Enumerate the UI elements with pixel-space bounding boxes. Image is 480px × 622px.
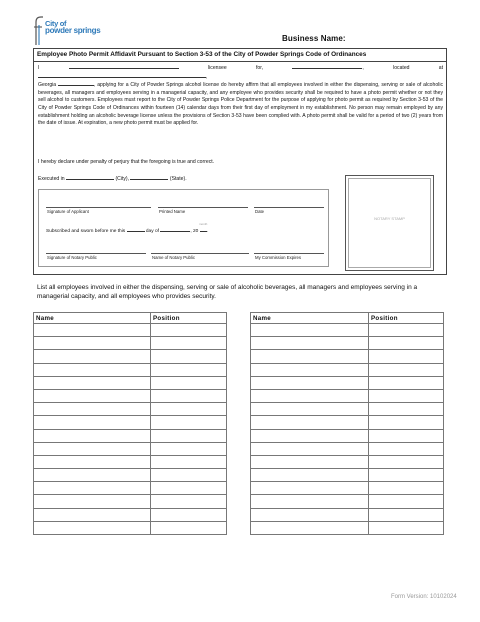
printed-name-label: Printed Name (159, 209, 186, 214)
notary-signature-line[interactable] (46, 253, 146, 254)
sworn-year-prefix: , 20 (190, 229, 199, 234)
executed-line (38, 175, 187, 182)
table-row (34, 508, 227, 521)
logo-line-2: powder springs (45, 26, 101, 35)
employee-position-cell-left[interactable] (151, 337, 227, 350)
table-row (34, 469, 227, 482)
employee-list-instructions: List all employees involved in either the dispensing, serving or sale of alcoholic beverages, all managers and employees serving in a managerial capacity, and all employees who provides security. (37, 284, 418, 301)
employee-name-cell-left[interactable] (34, 416, 151, 429)
table-row (251, 350, 444, 363)
employee-position-cell-right[interactable] (369, 455, 444, 468)
employee-name-cell-left[interactable] (34, 455, 151, 468)
date-line[interactable] (254, 207, 324, 208)
employee-position-cell-right[interactable] (369, 389, 444, 402)
zip-blank[interactable] (58, 81, 94, 86)
table-row (34, 389, 227, 402)
table-row (251, 521, 444, 534)
employee-name-cell-right[interactable] (251, 350, 369, 363)
employee-table-right (250, 312, 444, 535)
employee-name-cell-left[interactable] (34, 350, 151, 363)
table-row (251, 389, 444, 402)
notary-name-line[interactable] (151, 253, 249, 254)
table-row (34, 363, 227, 376)
employee-name-cell-left[interactable] (34, 469, 151, 482)
employee-position-cell-left[interactable] (151, 403, 227, 416)
employee-position-cell-left[interactable] (151, 324, 227, 337)
sworn-year-blank[interactable] (200, 227, 207, 232)
employee-position-cell-right[interactable] (369, 508, 444, 521)
sworn-label: Subscribed and sworn before me this (46, 229, 126, 234)
employee-position-cell-right[interactable] (369, 363, 444, 376)
table-row (251, 429, 444, 442)
notary-stamp-label: NOTARY STAMP (374, 216, 405, 221)
table-row (34, 376, 227, 389)
table-row (251, 324, 444, 337)
state-label: (State). (169, 176, 187, 182)
employee-table-left (33, 312, 227, 535)
applicant-signature-label: Signature of Applicant (47, 209, 89, 214)
employee-name-cell-right[interactable] (251, 508, 369, 521)
sworn-day-blank[interactable] (127, 227, 145, 232)
city-blank[interactable] (66, 175, 114, 180)
table-row (251, 416, 444, 429)
city-label: (City), (115, 176, 130, 182)
affidavit-text-located: , located at (362, 65, 444, 71)
employee-position-cell-left[interactable] (151, 376, 227, 389)
col-position-left: Position (151, 313, 227, 324)
printed-name-line[interactable] (158, 207, 248, 208)
affidavit-title-band (34, 49, 446, 62)
employee-name-cell-left[interactable] (34, 337, 151, 350)
employee-position-cell-right[interactable] (369, 469, 444, 482)
table-row (34, 495, 227, 508)
employee-name-cell-left[interactable] (34, 403, 151, 416)
city-logo (33, 16, 113, 46)
table-row (34, 350, 227, 363)
notary-stamp-inner (348, 178, 431, 268)
applicant-name-blank[interactable] (69, 64, 179, 69)
employee-name-cell-right[interactable] (251, 403, 369, 416)
table-row (34, 403, 227, 416)
employee-name-cell-right[interactable] (251, 495, 369, 508)
sworn-period: . (206, 229, 209, 234)
commission-line[interactable] (254, 253, 324, 254)
employee-name-cell-right[interactable] (251, 363, 369, 376)
affidavit-text-i: I (38, 65, 40, 71)
employee-position-cell-left[interactable] (151, 363, 227, 376)
col-name-right: Name (251, 313, 369, 324)
affidavit-title: Employee Photo Permit Affidavit Pursuant to Section 3-53 of the City of Powder Springs Code of Ordinances (37, 51, 367, 58)
employee-position-cell-right[interactable] (369, 350, 444, 363)
employee-position-cell-right[interactable] (369, 442, 444, 455)
employee-name-cell-left[interactable] (34, 495, 151, 508)
sworn-day-of: day of (145, 229, 159, 234)
employee-position-cell-right[interactable] (369, 429, 444, 442)
employee-position-cell-left[interactable] (151, 482, 227, 495)
employee-name-cell-right[interactable] (251, 337, 369, 350)
col-position-right: Position (369, 313, 444, 324)
employee-position-cell-right[interactable] (369, 337, 444, 350)
applicant-signature-line[interactable] (46, 207, 151, 208)
table-row (251, 455, 444, 468)
employee-name-cell-left[interactable] (34, 442, 151, 455)
employee-position-cell-left[interactable] (151, 429, 227, 442)
employee-name-cell-left[interactable] (34, 508, 151, 521)
affidavit-body: I licensee for, , located at , Georgia , applying for a City of Powder Springs alcohol license do hereby affirm that all employees involved in either the dispensing, serving or sale of alcoholic beverages, all managers and employees serving in a managerial capacity, and any employee who provides security shall be required to have a photo permit whether or not they sell alcohol to customers. Employees must report to the City of Powder Springs Police Department for the purpose of applying for photo permit as required by Section 3-53 of the City of Powder Springs Code of Ordinances within fourteen (14) calendar days from their first day of employment in my establishment. No person may remain employed by any establishment holding an alcoholic beverage license unless the provisions of Section 3-53 have been complied with. A photo permit shall be valid for a period of two (2) years from the date of issue. At expiration, a new photo permit must be applied for. (38, 65, 444, 127)
employee-name-cell-left[interactable] (34, 324, 151, 337)
employee-name-cell-left[interactable] (34, 389, 151, 402)
employee-name-cell-left[interactable] (34, 363, 151, 376)
employee-position-cell-left[interactable] (151, 389, 227, 402)
employee-name-cell-left[interactable] (34, 521, 151, 534)
employee-position-cell-left[interactable] (151, 455, 227, 468)
form-version: Form Version: 10102024 (391, 594, 457, 600)
employee-name-cell-right[interactable] (251, 324, 369, 337)
business-name-label: Business Name: (282, 34, 346, 43)
month-note: month (199, 222, 208, 226)
sworn-month-blank[interactable] (160, 227, 190, 232)
perjury-declaration: I hereby declare under penalty of perjury that the foregoing is true and correct. (38, 159, 215, 165)
employee-position-cell-right[interactable] (369, 416, 444, 429)
table-row (251, 376, 444, 389)
affidavit-text-licensee: licensee for, (208, 65, 264, 71)
employee-name-cell-left[interactable] (34, 429, 151, 442)
employee-position-cell-right[interactable] (369, 403, 444, 416)
table-row (34, 455, 227, 468)
table-row (34, 521, 227, 534)
sworn-statement (46, 227, 208, 234)
signature-area (38, 189, 329, 267)
notary-signature-label: Signature of Notary Public (47, 255, 97, 260)
employee-name-cell-right[interactable] (251, 429, 369, 442)
employee-position-cell-right[interactable] (369, 495, 444, 508)
logo-line-1: City of (45, 19, 67, 28)
employee-name-cell-right[interactable] (251, 469, 369, 482)
logo-mark-icon (33, 16, 44, 46)
table-row (251, 337, 444, 350)
table-row (251, 482, 444, 495)
affidavit-text-georgia: Georgia (38, 82, 57, 89)
affidavit-body-text: , applying for a City of Powder Springs alcohol license do hereby affirm that all employees involved in either the dispensing, serving or sale of alcoholic beverages, all managers and employees serving in a managerial capacity, and any employee who provides security shall be required to have a photo permit whether or not they sell alcohol to customers. Employees must report to the City of Powder Springs Police Department for the purpose of applying for photo permit as required by Section 3-53 of the City of Powder Springs Code of Ordinances within fourteen (14) calendar days from their first day of employment in my establishment. No person may remain employed by any establishment holding an alcoholic beverage license unless the provisions of Section 3-53 have been complied with. A photo permit shall be valid for a period of two (2) years from the date of issue. At expiration, a new photo permit must be applied for. (38, 82, 443, 127)
employee-name-cell-right[interactable] (251, 416, 369, 429)
address-blank[interactable] (38, 73, 206, 78)
employee-name-cell-left[interactable] (34, 376, 151, 389)
state-blank[interactable] (130, 175, 168, 180)
employee-position-cell-right[interactable] (369, 376, 444, 389)
table-row (34, 482, 227, 495)
date-label: Date (255, 209, 265, 214)
employee-position-cell-left[interactable] (151, 416, 227, 429)
commission-label: My Commission Expires (255, 255, 302, 260)
employee-position-cell-left[interactable] (151, 495, 227, 508)
employee-position-cell-left[interactable] (151, 350, 227, 363)
affidavit-section (33, 48, 447, 275)
col-name-left: Name (34, 313, 151, 324)
business-blank[interactable] (292, 64, 362, 69)
employee-position-cell-right[interactable] (369, 521, 444, 534)
employee-name-cell-right[interactable] (251, 455, 369, 468)
table-row (251, 442, 444, 455)
employee-name-cell-left[interactable] (34, 482, 151, 495)
table-row (34, 429, 227, 442)
table-row (251, 508, 444, 521)
employee-position-cell-right[interactable] (369, 324, 444, 337)
employee-position-cell-left[interactable] (151, 442, 227, 455)
table-row (251, 469, 444, 482)
employee-position-cell-left[interactable] (151, 469, 227, 482)
table-row (251, 495, 444, 508)
employee-name-cell-right[interactable] (251, 521, 369, 534)
employee-name-cell-right[interactable] (251, 389, 369, 402)
table-row (251, 363, 444, 376)
table-row (34, 442, 227, 455)
employee-position-cell-right[interactable] (369, 482, 444, 495)
executed-label: Executed in (38, 176, 65, 182)
notary-name-label: Name of Notary Public (152, 255, 195, 260)
employee-position-cell-left[interactable] (151, 521, 227, 534)
employee-name-cell-right[interactable] (251, 482, 369, 495)
employee-position-cell-left[interactable] (151, 508, 227, 521)
table-row (251, 403, 444, 416)
employee-name-cell-right[interactable] (251, 442, 369, 455)
table-row (34, 337, 227, 350)
notary-stamp-box (345, 175, 434, 271)
employee-name-cell-right[interactable] (251, 376, 369, 389)
table-row (34, 324, 227, 337)
table-row (34, 416, 227, 429)
